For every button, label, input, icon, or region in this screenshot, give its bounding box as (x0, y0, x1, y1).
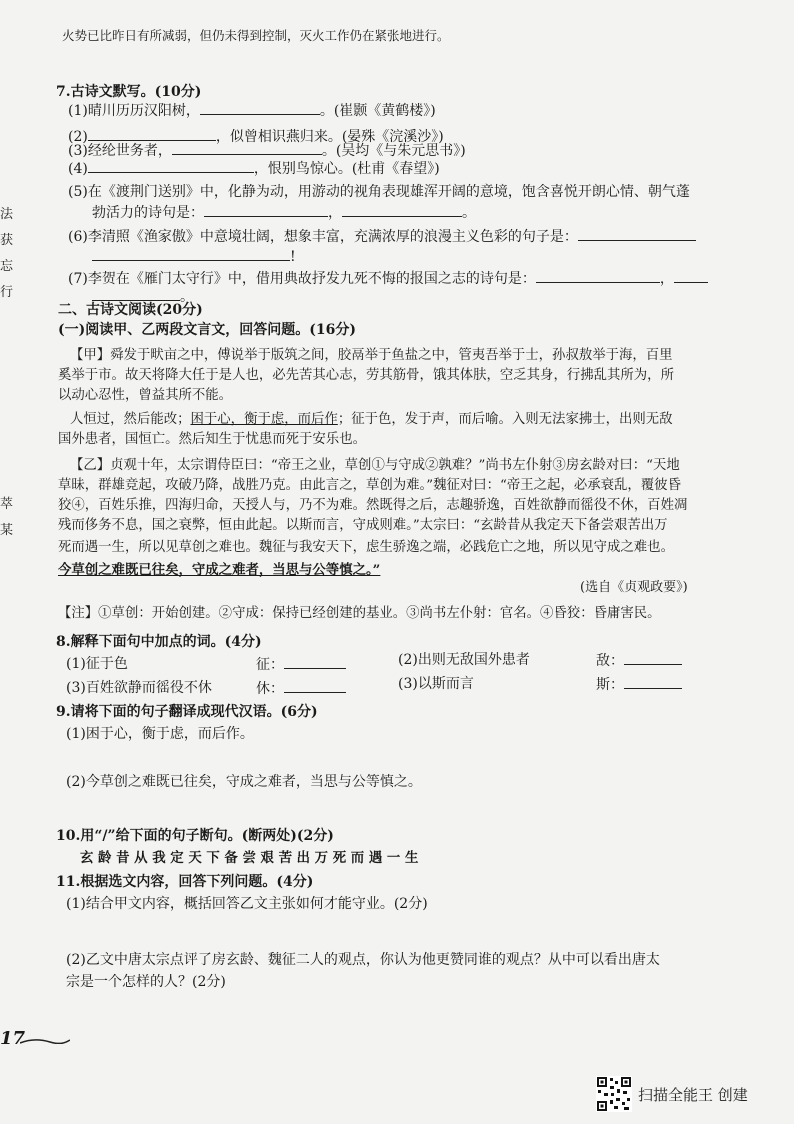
answer-blank[interactable] (624, 650, 682, 665)
left-edge-fragments-2: 萃 某 (0, 497, 14, 538)
passage-yi-line-6: 今草创之难既已往矣，守成之难者，当思与公等慎之。” (58, 562, 381, 578)
answer-blank[interactable] (536, 268, 660, 283)
passage-yi-line-4: 残而侈务不息，国之衰弊，恒由此起。以斯而言，守成则难。”太宗曰：“玄龄昔从我定天下备尝艰苦出万 (58, 518, 668, 533)
left-edge-fragments: 法 获 忘 行 (0, 207, 14, 300)
answer-blank[interactable] (578, 226, 696, 241)
q8-word-2: 敌： (596, 650, 682, 671)
qr-code-icon (596, 1076, 632, 1112)
passage-jia-line-5: 国外患者，国恒亡。然后知生于忧患而死于安乐也。 (58, 432, 366, 447)
page-number-swoosh (20, 1038, 70, 1044)
q9-item-2: (2)今草创之难既已往矣，守成之难者，当思与公等慎之。 (66, 774, 422, 790)
answer-blank[interactable] (284, 678, 346, 693)
q8-item-2: (2)出则无敌国外患者 (398, 652, 530, 668)
section-2-title: 二、古诗文阅读(20分) (58, 302, 203, 318)
q11-item-1: (1)结合甲文内容，概括回答乙文主张如何才能守业。(2分) (66, 896, 428, 912)
q8-word-1: 征： (256, 654, 346, 675)
q10-sentence: 玄 龄 昔 从 我 定 天 下 备 尝 艰 苦 出 万 死 而 遇 一 生 (80, 850, 419, 866)
answer-blank[interactable] (92, 246, 290, 261)
q8-item-3: (3)百姓欲静而徭役不休 (66, 680, 212, 696)
q9-item-1: (1)困于心，衡于虑，而后作。 (66, 726, 254, 742)
section-2-subtitle: (一)阅读甲、乙两段文言文，回答问题。(16分) (58, 322, 356, 338)
passage-jia-line-2: 奚举于市。故天将降大任于是人也，必先苦其心志，劳其筋骨，饿其体肤，空乏其身，行拂乱其所为，所 (58, 368, 674, 383)
passage-notes: 【注】①草创：开始创建。②守成：保持已经创建的基业。③尚书左仆射：官名。④昏狡：昏庸害民。 (58, 606, 661, 621)
answer-blank[interactable] (284, 654, 346, 669)
answer-blank[interactable] (88, 158, 254, 173)
answer-blank[interactable] (674, 268, 708, 283)
q11-title: 11.根据选文内容，回答下列问题。(4分) (56, 874, 314, 890)
answer-blank[interactable] (624, 674, 682, 689)
q7-item-5-cont: 勃活力的诗句是： ， 。 (92, 202, 476, 223)
q7-item-7: (7)李贺在《雁门太守行》中，借用典故抒发九死不悔的报国之志的诗句是： ， (68, 268, 708, 289)
q7-item-4: (4) ，恨别鸟惊心。(杜甫《春望》) (68, 158, 440, 179)
q8-item-4: (3)以斯而言 (398, 676, 474, 692)
q7-item-6-cont: ! (92, 246, 296, 267)
q7-item-6: (6)李清照《渔家傲》中意境壮阔，想象丰富，充满浓厚的浪漫主义色彩的句子是： (68, 226, 696, 247)
passage-yi-line-5: 死而遇一生，所以见草创之难也。魏征与我安天下，虑生骄逸之端，必践危亡之地，所以见守成之难也。 (58, 540, 674, 555)
passage-yi-line-3: 狡④，百姓乐推，四海归命，天授人与，乃不为难。然既得之后，志趣骄逸，百姓欲静而徭役不休，百姓凋 (58, 498, 688, 513)
answer-blank[interactable] (88, 126, 216, 141)
answer-blank[interactable] (204, 202, 328, 217)
top-continuation-text: 火势已比昨日有所减弱，但仍未得到控制，灭火工作仍在紧张地进行。 (62, 28, 450, 43)
passage-source: (选自《贞观政要》) (580, 580, 688, 595)
q11-item-2: (2)乙文中唐太宗点评了房玄龄、魏征二人的观点，你认为他更赞同谁的观点？从中可以看出唐太 (66, 952, 660, 968)
q7-item-5: (5)在《渡荆门送别》中，化静为动，用游动的视角表现雄浑开阔的意境，饱含喜悦开朗心情、朝气蓬 (68, 184, 690, 200)
q8-item-1: (1)征于色 (66, 656, 128, 672)
answer-blank[interactable] (172, 140, 322, 155)
q8-word-3: 休： (256, 678, 346, 699)
q8-title: 8.解释下面句中加点的词。(4分) (56, 634, 262, 650)
scanner-watermark: 扫描全能王 创建 (638, 1086, 748, 1104)
answer-blank[interactable] (342, 202, 462, 217)
passage-jia-line-4: 人恒过，然后能改；困于心，衡于虑，而后作；征于色，发于声，而后喻。入则无法家拂士，出则无敌 (70, 412, 673, 427)
q7-item-3: (3)经纶世务者， 。(吴均《与朱元思书》) (68, 140, 466, 161)
answer-blank[interactable] (92, 286, 180, 301)
q8-word-4: 斯： (596, 674, 682, 695)
passage-jia-line-1: 【甲】舜发于畎亩之中，傅说举于版筑之间，胶鬲举于鱼盐之中，管夷吾举于士，孙叔敖举于海，百里 (70, 348, 673, 363)
q7-item-1: (1)晴川历历汉阳树， 。(崔颢《黄鹤楼》) (68, 100, 436, 121)
passage-yi-line-2: 草昧，群雄竞起，攻破乃降，战胜乃克。由此言之，草创为难。”魏征对曰：“帝王之起，必承衰乱，覆彼昏 (58, 478, 681, 493)
page-number: 17 (0, 1028, 26, 1049)
passage-yi-line-1: 【乙】贞观十年，太宗谓侍臣曰：“帝王之业，草创①与守成②孰难？”尚书左仆射③房玄龄对曰：“天地 (70, 458, 680, 473)
answer-blank[interactable] (200, 100, 320, 115)
passage-jia-line-3: 以动心忍性，曾益其所不能。 (58, 388, 233, 403)
q10-title: 10.用“/”给下面的句子断句。(断两处)(2分) (56, 828, 334, 844)
q9-title: 9.请将下面的句子翻译成现代汉语。(6分) (56, 704, 318, 720)
q7-title: 7.古诗文默写。(10分) (56, 84, 202, 100)
q7-item-7-cont: 。 (92, 286, 194, 307)
q11-item-2-cont: 宗是一个怎样的人？(2分) (66, 974, 226, 990)
q7-item-2: (2) ，似曾相识燕归来。(晏殊《浣溪沙》) (68, 126, 444, 147)
